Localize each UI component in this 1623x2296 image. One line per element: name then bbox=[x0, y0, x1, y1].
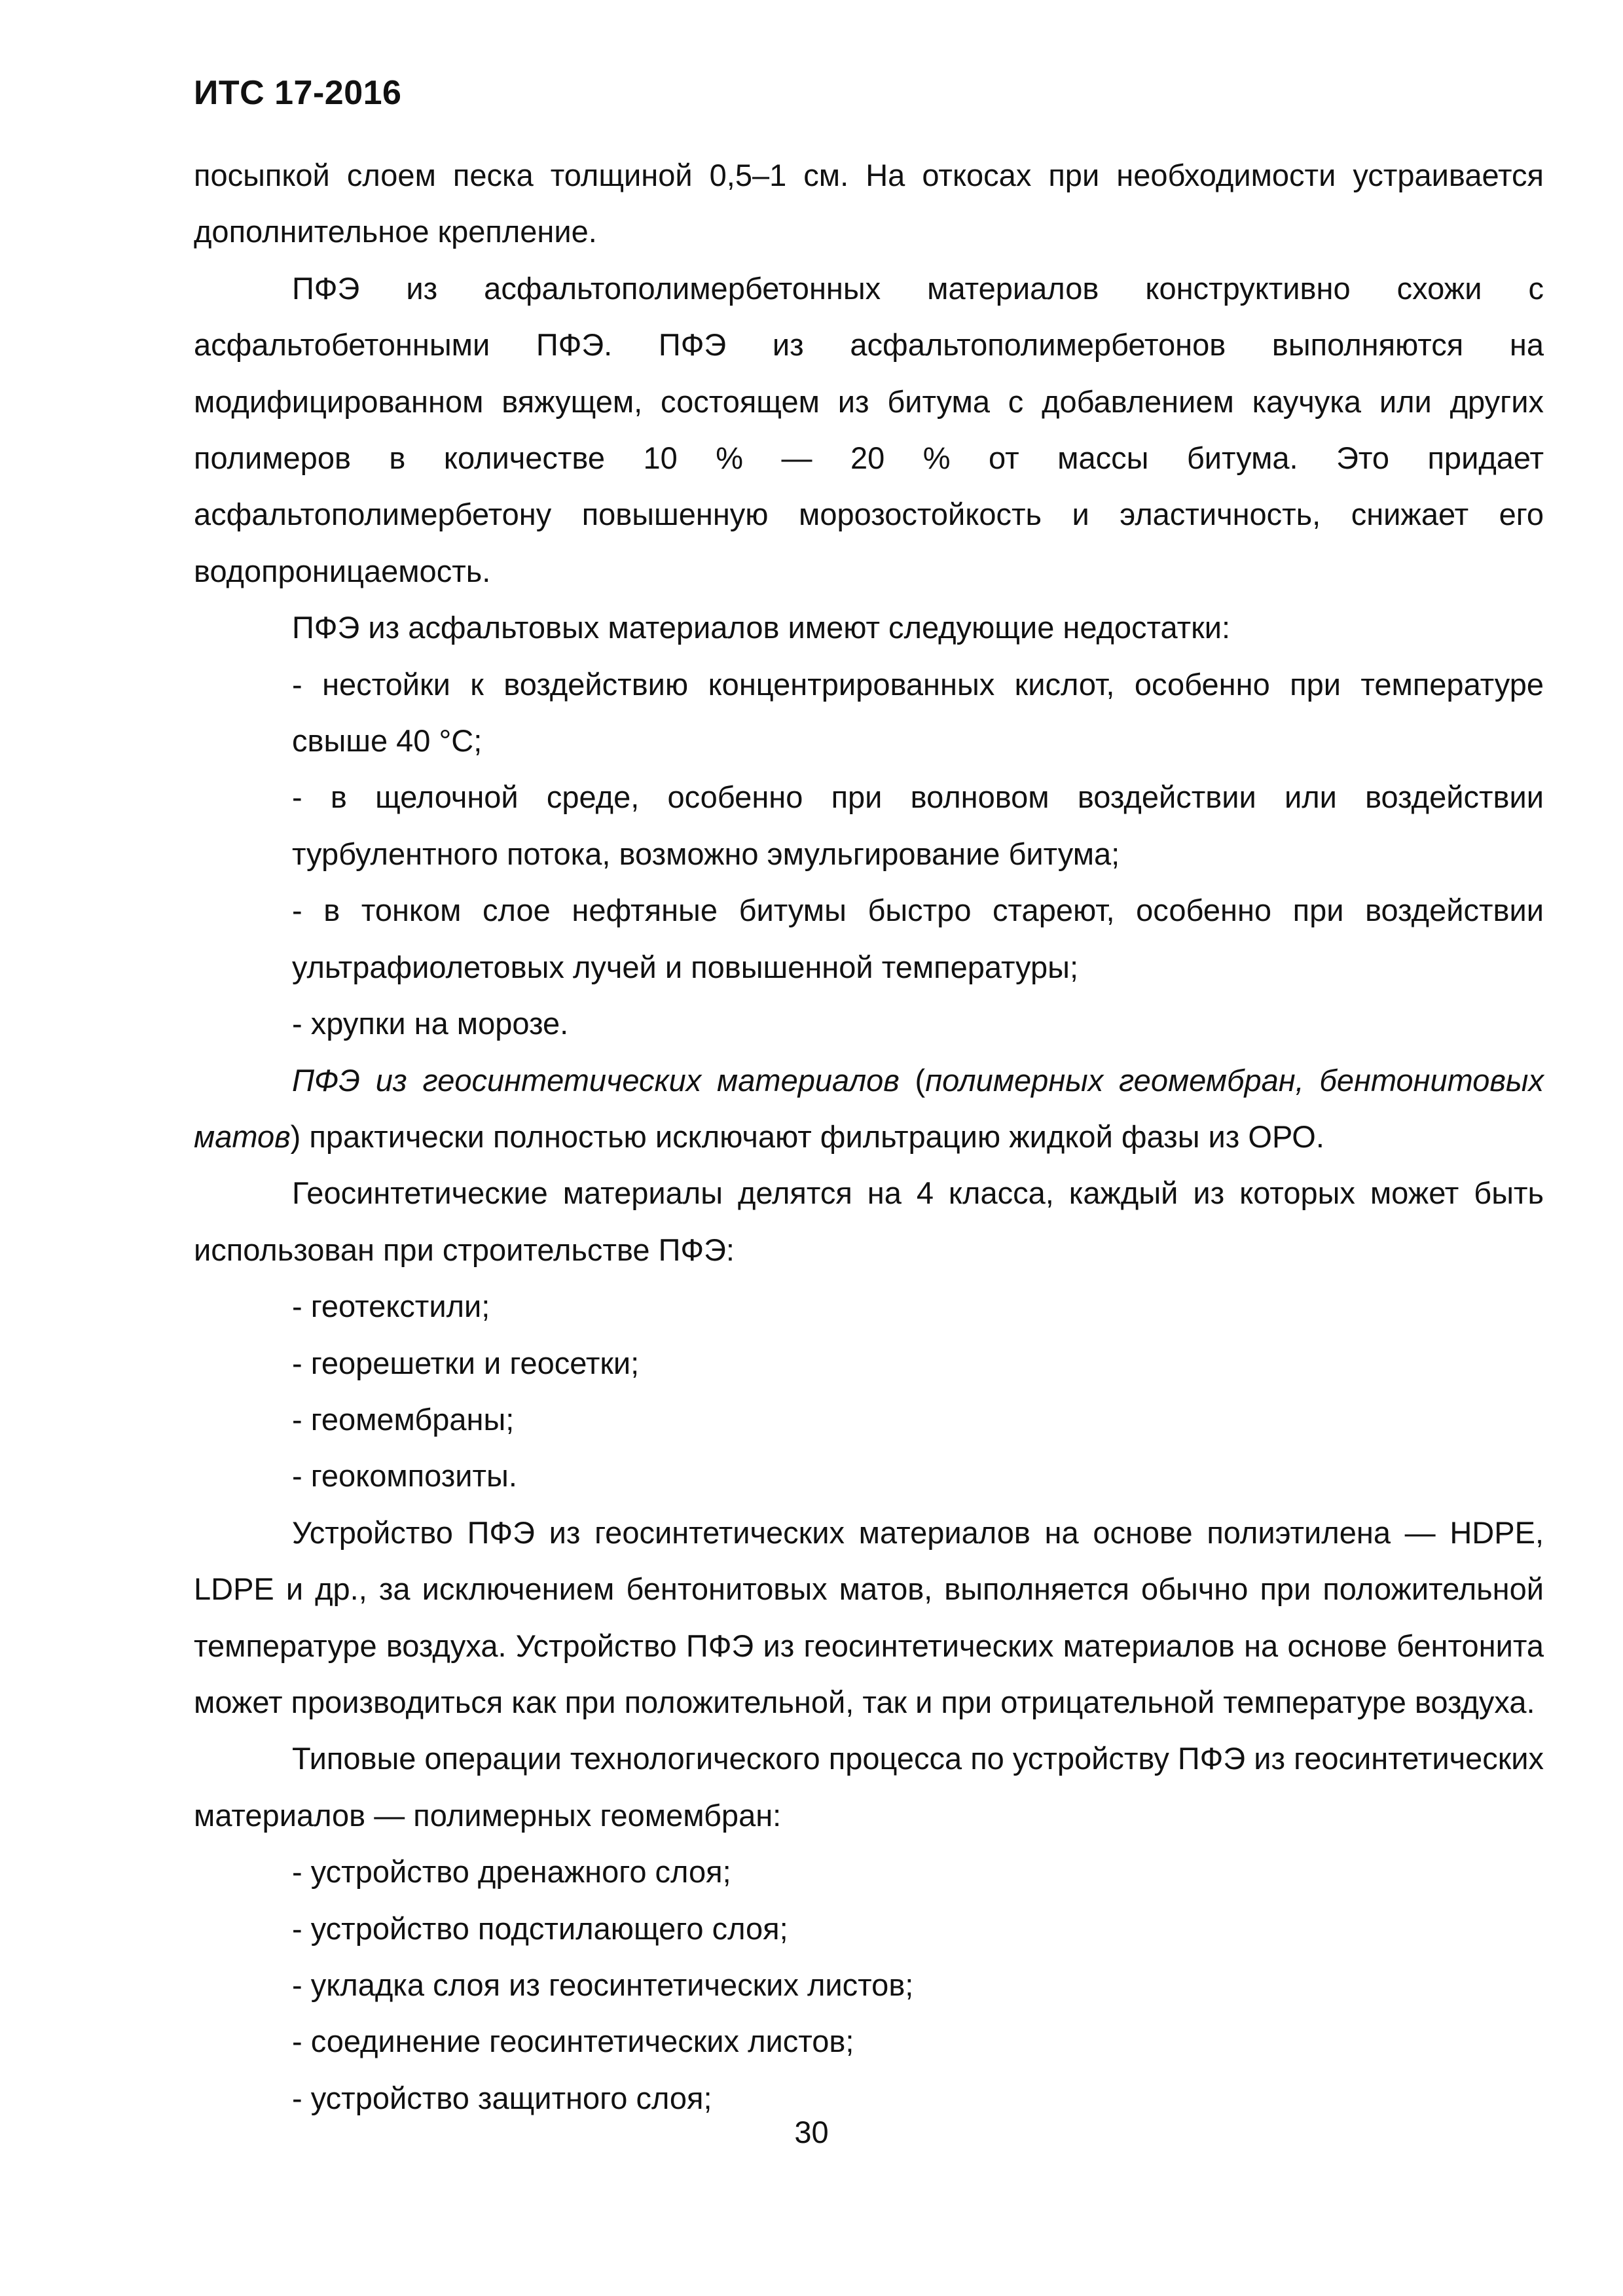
list-item: - нестойки к воздействию концентрированных кислот, особенно при температуре свыше 40 °С; bbox=[292, 666, 1544, 759]
paragraph-asphalt-polymer-concrete: ПФЭ из асфальтополимербетонных материалов конструктивно схожи с асфальтобетонными ПФЭ. ПФЭ из асфальтополимербетонов выполняются на модифицированном вяжущем, состоящем из битума с добавлением каучука или других полимеров в количестве 10 % — 20 % от массы битума. Это придает асфальтополимербетону повышенную морозостойкость и эластичность, снижает его водопроницаемость. bbox=[194, 270, 1544, 588]
list-item: - соединение геосинтетических листов; bbox=[292, 2024, 854, 2059]
list-item: - геокомпозиты. bbox=[292, 1458, 517, 1494]
list-item: - устройство защитного слоя; bbox=[292, 2080, 712, 2115]
list-item: - укладка слоя из геосинтетических листов; bbox=[292, 1967, 914, 2002]
list-item: - геотекстили; bbox=[292, 1289, 490, 1324]
paragraph-continuation: посыпкой слоем песка толщиной 0,5–1 см. На откосах при необходимости устраивается дополнительное крепление. bbox=[194, 158, 1544, 249]
paragraph-typical-operations: Типовые операции технологического процесса по устройству ПФЭ из геосинтетических материалов — полимерных геомембран: bbox=[194, 1741, 1544, 1833]
paragraph-geosynthetic bbox=[194, 1052, 1544, 1166]
paragraph-geosynthetic-classes: Геосинтетические материалы делятся на 4 класса, каждый из которых может быть использован при строительстве ПФЭ: bbox=[194, 1175, 1544, 1267]
list-item: - в щелочной среде, особенно при волновом воздействии или воздействии турбулентного потока, возможно эмульгирование битума; bbox=[292, 780, 1544, 871]
italic-term: ПФЭ из геосинтетических материалов bbox=[292, 1062, 900, 1098]
paragraph-asphalt-drawbacks-intro: ПФЭ из асфальтовых материалов имеют следующие недостатки: bbox=[292, 610, 1231, 645]
text-fragment: ( bbox=[899, 1062, 926, 1098]
document-body bbox=[194, 147, 1544, 2126]
page-number: 30 bbox=[794, 2115, 829, 2149]
list-item: - в тонком слое нефтяные битумы быстро стареют, особенно при воздействии ультрафиолетовых лучей и повышенной температуры; bbox=[292, 893, 1544, 984]
list-item: - устройство подстилающего слоя; bbox=[292, 1910, 788, 1946]
list-item: - хрупки на морозе. bbox=[292, 1006, 569, 1041]
list-item: - георешетки и геосетки; bbox=[292, 1345, 640, 1380]
text-fragment: ) практически полностью исключают фильтрацию жидкой фазы из ОРО. bbox=[290, 1119, 1324, 1154]
list-item: - устройство дренажного слоя; bbox=[292, 1854, 731, 1890]
italic-term: полимерных геомембран, бентонитовых матов bbox=[194, 1062, 1544, 1154]
list-item: - геомембраны; bbox=[292, 1401, 515, 1437]
paragraph-installation-conditions: Устройство ПФЭ из геосинтетических материалов на основе полиэтилена — HDPE, LDPE и др., за исключением бентонитовых матов, выполняется обычно при положительной температуре воздуха. Устройство ПФЭ из геосинтетических материалов на основе бентонита может производиться как при положительной, так и при отрицательной температуре воздуха. bbox=[194, 1515, 1544, 1719]
document-code-header: ИТС 17-2016 bbox=[194, 74, 402, 112]
